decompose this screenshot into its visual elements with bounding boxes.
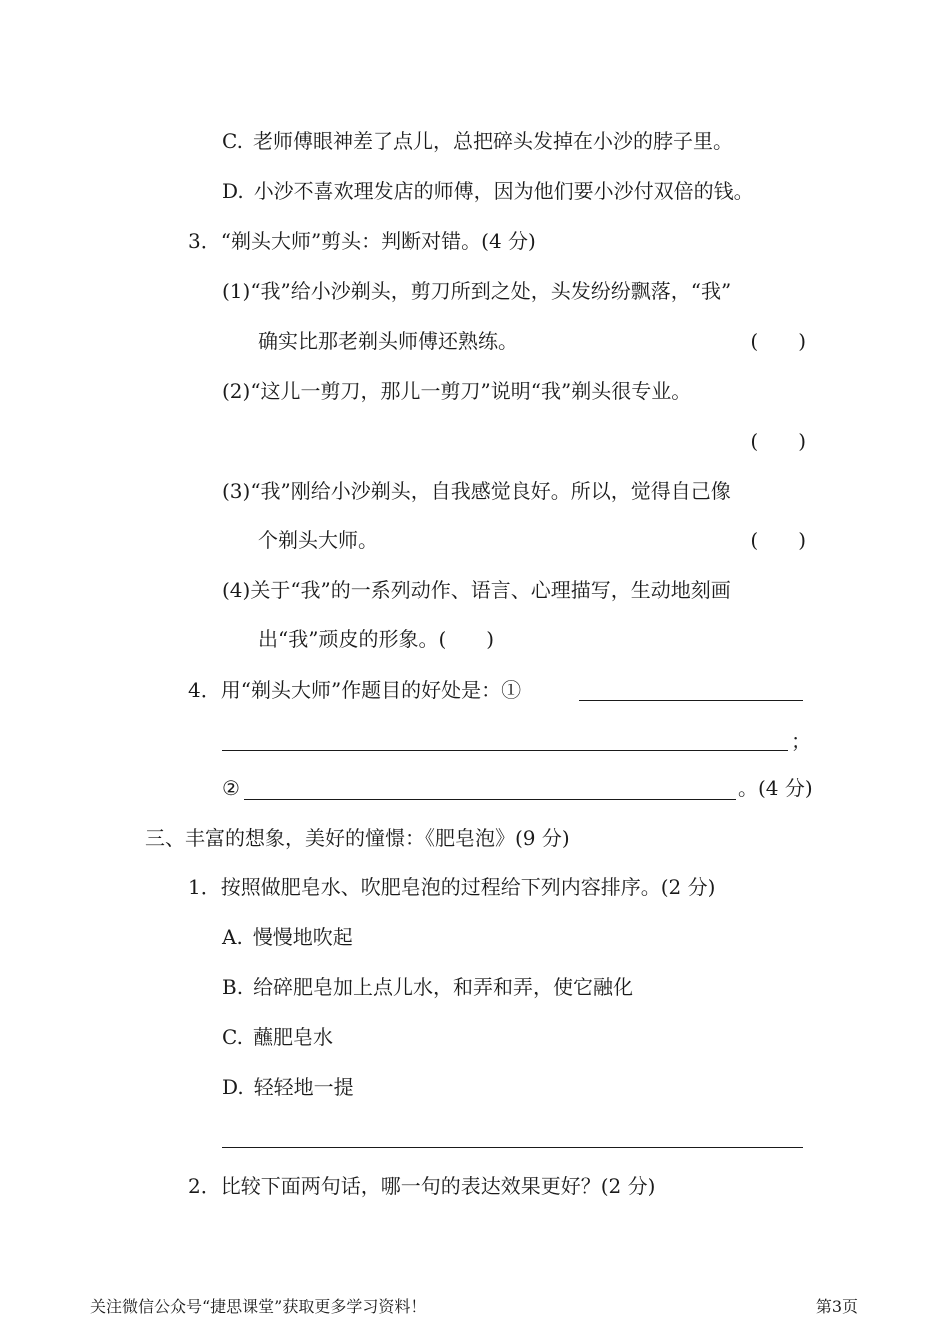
option-text: 蘸肥皂水 [252, 1025, 333, 1049]
page-number: 第3页 [815, 1297, 858, 1316]
option-label: A. [222, 925, 243, 949]
option-label: D. [222, 179, 244, 203]
q3-item-1-answer-paren[interactable]: ( ) [750, 329, 806, 353]
option-d-prev [222, 177, 754, 205]
q3-item-2-answer-paren[interactable]: ( ) [750, 429, 806, 453]
s3-q1-title: 1．按照做肥皂水、吹肥皂泡的过程给下列内容排序。(2 分) [188, 875, 716, 899]
section-3-title: 三、丰富的想象，美好的憧憬：《肥皂泡》(9 分) [145, 826, 570, 850]
option-text: 小沙不喜欢理发店的师傅，因为他们要小沙付双倍的钱。 [253, 179, 754, 203]
q4-score: 。(4 分) [738, 776, 813, 800]
q4-answer-blank-3[interactable] [244, 799, 736, 800]
q3-item-4-line2: 出“我”顽皮的形象。( ) [258, 627, 495, 651]
q3-item-1-line2: 确实比那老剃头师傅还熟练。 [258, 329, 518, 353]
q3-item-3-answer-paren[interactable]: ( ) [750, 528, 806, 552]
option-label: C. [222, 129, 243, 153]
q3-item-2-line1: (2)“这儿一剪刀，那儿一剪刀”说明“我”剃头很专业。 [222, 379, 692, 403]
s3-q1-option-a [222, 923, 353, 951]
option-text: 给碎肥皂加上点儿水，和弄和弄，使它融化 [253, 975, 634, 999]
s3-q1-option-c [222, 1023, 333, 1051]
q4-answer-blank-2[interactable] [222, 750, 788, 751]
q3-title: 3．“剃头大师”剪头：判断对错。(4 分) [188, 229, 536, 253]
q3-item-3-line2: 个剃头大师。 [258, 528, 378, 552]
option-text: 慢慢地吹起 [252, 925, 353, 949]
s3-q1-option-b [222, 973, 633, 1001]
q3-item-4-line1: (4)关于“我”的一系列动作、语言、心理描写，生动地刻画 [222, 578, 731, 602]
s3-q2-title: 2．比较下面两句话，哪一句的表达效果更好？(2 分) [188, 1174, 656, 1198]
s3-q1-answer-blank[interactable] [222, 1147, 803, 1148]
s3-q1-option-d [222, 1073, 354, 1101]
q4-prompt: 4．用“剃头大师”作题目的好处是：① [188, 678, 522, 702]
option-label: D. [222, 1075, 244, 1099]
footer-promo: 关注微信公众号“捷思课堂”获取更多学习资料！ [90, 1297, 427, 1316]
option-c-prev [222, 127, 733, 155]
q4-semicolon: ； [791, 729, 811, 753]
option-label: B. [222, 975, 244, 999]
option-text: 老师傅眼神差了点儿，总把碎头发掉在小沙的脖子里。 [252, 129, 733, 153]
option-text: 轻轻地一提 [253, 1075, 354, 1099]
q4-circle-2: ② [222, 776, 240, 800]
option-label: C. [222, 1025, 243, 1049]
q4-answer-blank-1[interactable] [579, 700, 803, 701]
q3-item-3-line1: (3)“我”刚给小沙剃头，自我感觉良好。所以，觉得自己像 [222, 479, 731, 503]
q3-item-1-line1: (1)“我”给小沙剃头，剪刀所到之处，头发纷纷飘落，“我” [222, 279, 732, 303]
